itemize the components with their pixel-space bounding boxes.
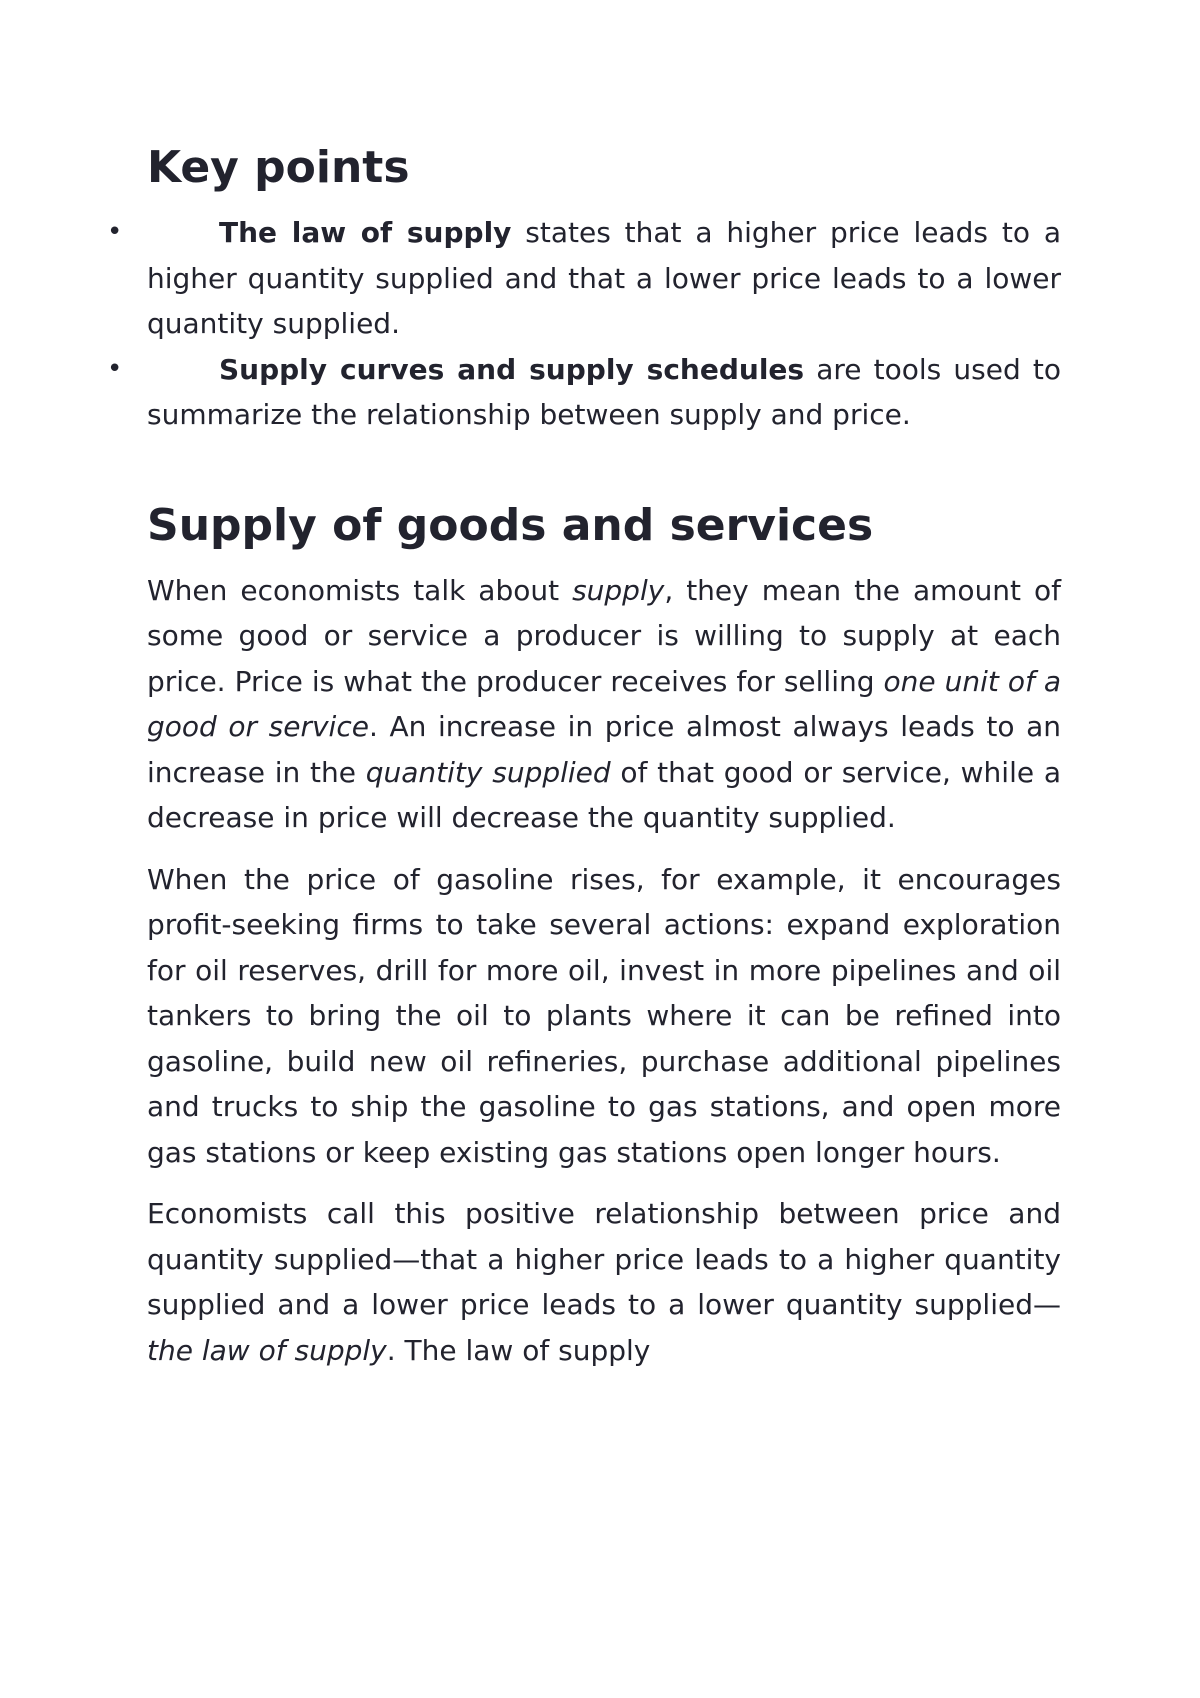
bullet-icon: • — [107, 353, 123, 384]
paragraph-supply-definition — [147, 568, 1061, 841]
key-point-term: Supply curves and supply schedules — [219, 352, 805, 386]
key-point-text: are tools used to summarize the relationship between supply and price. — [147, 352, 1061, 431]
paragraph-text: When economists talk about — [147, 573, 573, 607]
emphasis-text: the law of supply — [147, 1333, 387, 1367]
emphasis-text: one unit of a good or service — [147, 664, 1061, 743]
paragraph-text: Economists call this positive relationship between price and quantity supplied—that a higher price leads to a higher quantity supplied and a lower price leads to a lower quantity supplied— — [147, 1197, 1061, 1321]
paragraph-text: of that good or service, while a decrease in price will decrease the quantity supplied. — [147, 755, 1061, 834]
document-page — [107, 140, 1061, 1389]
key-points-list — [107, 210, 1061, 438]
paragraph-text: . An increase in price almost always leads to an increase in the — [147, 710, 1061, 789]
key-points-heading: Key points — [147, 142, 410, 193]
key-point-text: states that a higher price leads to a higher quantity supplied and that a lower price leads to a lower quantity supplied. — [147, 216, 1061, 340]
section-heading: Supply of goods and services — [147, 499, 874, 551]
emphasis-text: quantity supplied — [365, 755, 611, 789]
key-point-item — [107, 347, 1061, 438]
bullet-icon: • — [107, 217, 123, 247]
paragraph-text: . The law of supply — [386, 1333, 651, 1367]
paragraph-law-of-supply — [147, 1191, 1061, 1373]
key-point-term: The law of supply — [219, 216, 512, 249]
paragraph-text: , they mean the amount of some good or service a producer is willing to supply at each price. Price is what the producer receives for selling — [147, 573, 1061, 698]
paragraph-gasoline-example: When the price of gasoline rises, for example, it encourages profit-seeking firms to take several actions: expand exploration for oil reserves, drill for more oil, invest in more pipelines and oil tankers to bring the oil to plants where it can be refined into gasoline, build new oil refineries, purchase additional pipelines and trucks to ship the gasoline to gas stations, and open more gas stations or keep existing gas stations open longer hours. — [147, 862, 1061, 1169]
key-point-item — [107, 210, 1061, 347]
emphasis-text: supply — [572, 573, 665, 607]
